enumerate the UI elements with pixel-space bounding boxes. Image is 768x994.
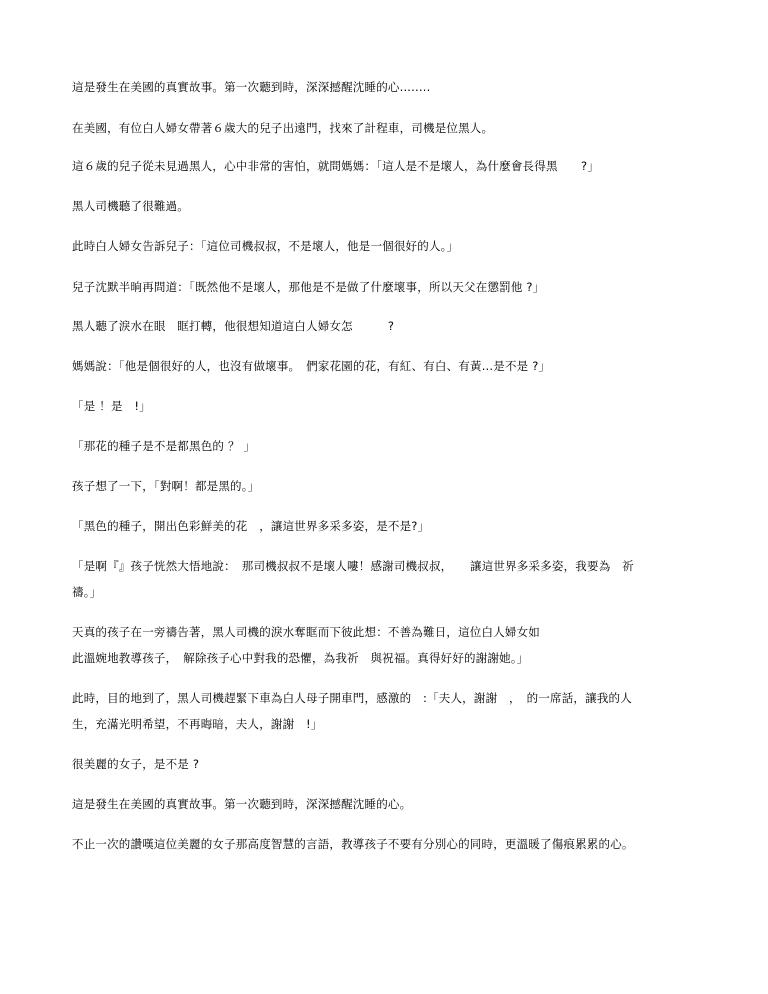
text-line: 黑人司機聽了很難過。 — [72, 199, 189, 213]
text-line: 不止一次的讚嘆這位美麗的女子那高度智慧的言語，教導孩子不要有分別心的同時，更溫暖了傷痕累累的心。 — [72, 837, 634, 851]
text-line: 在美國，有位白人婦女帶著６歲大的兒子出遠門，找來了計程車，司機是位黑人。 — [72, 121, 494, 135]
text-line: 天真的孩子在一旁禱告著，黑人司機的淚水奪眶而下彼此想：不善為難日，這位白人婦女如 — [72, 625, 540, 639]
text-line: 「黑色的種子，開出色彩鮮美的花 ，讓這世界多采多姿，是不是?」 — [72, 519, 430, 533]
text-line: 「是啊『』孩子恍然大悟地說： 那司機叔叔不是壞人嘍！感謝司機叔叔， 讓這世界多采多姿，我要為 祈 — [72, 559, 634, 573]
text-line: 這是發生在美國的真實故事。第一次聽到時，深深撼醒沈睡的心。 — [72, 797, 412, 811]
text-line: 媽媽說：「他是個很好的人，也沒有做壞事。 們家花園的花，有紅、有白、有黃...是不是 ?」 — [72, 359, 551, 373]
text-line: 黑人聽了淚水在眼 眶打轉，他很想知道這白人婦女怎 ? — [72, 319, 395, 333]
text-line: 兒子沈默半晌再問道：「既然他不是壞人，那他是不是做了什麼壞事，所以天父在懲罰他 ?」 — [72, 280, 545, 294]
text-line: 「那花的種子是不是都黑色的 ？ 」 — [72, 439, 256, 453]
text-line: 很美麗的女子，是不是 ? — [72, 757, 200, 771]
text-line: 孩子想了一下，「對啊！都是黑的。」 — [72, 479, 260, 493]
text-line: 此時，目的地到了，黑人司機趕緊下車為白人母子開車門，感激的 :「夫人，謝謝 ， 的一席話，讓我的人 — [72, 691, 632, 705]
text-line: 生，充滿光明希望，不再晦暗，夫人，謝謝 !」 — [72, 717, 323, 731]
text-line: 「是 ！是 !」 — [72, 399, 151, 413]
text-line: 此時白人婦女告訴兒子：「這位司機叔叔，不是壞人，他是一個很好的人。」 — [72, 239, 459, 253]
text-line: 這６歲的兒子從未見過黑人，心中非常的害怕，就問媽媽：「這人是不是壞人，為什麼會長得黑 ?」 — [72, 159, 600, 173]
text-line: 這是發生在美國的真實故事。第一次聽到時，深深撼醒沈睡的心........ — [72, 80, 431, 94]
text-line: 禱。」 — [72, 585, 102, 599]
text-line: 此溫婉地教導孩子， 解除孩子心中對我的恐懼，為我祈 與祝福。真得好好的謝謝她。」 — [72, 651, 529, 665]
